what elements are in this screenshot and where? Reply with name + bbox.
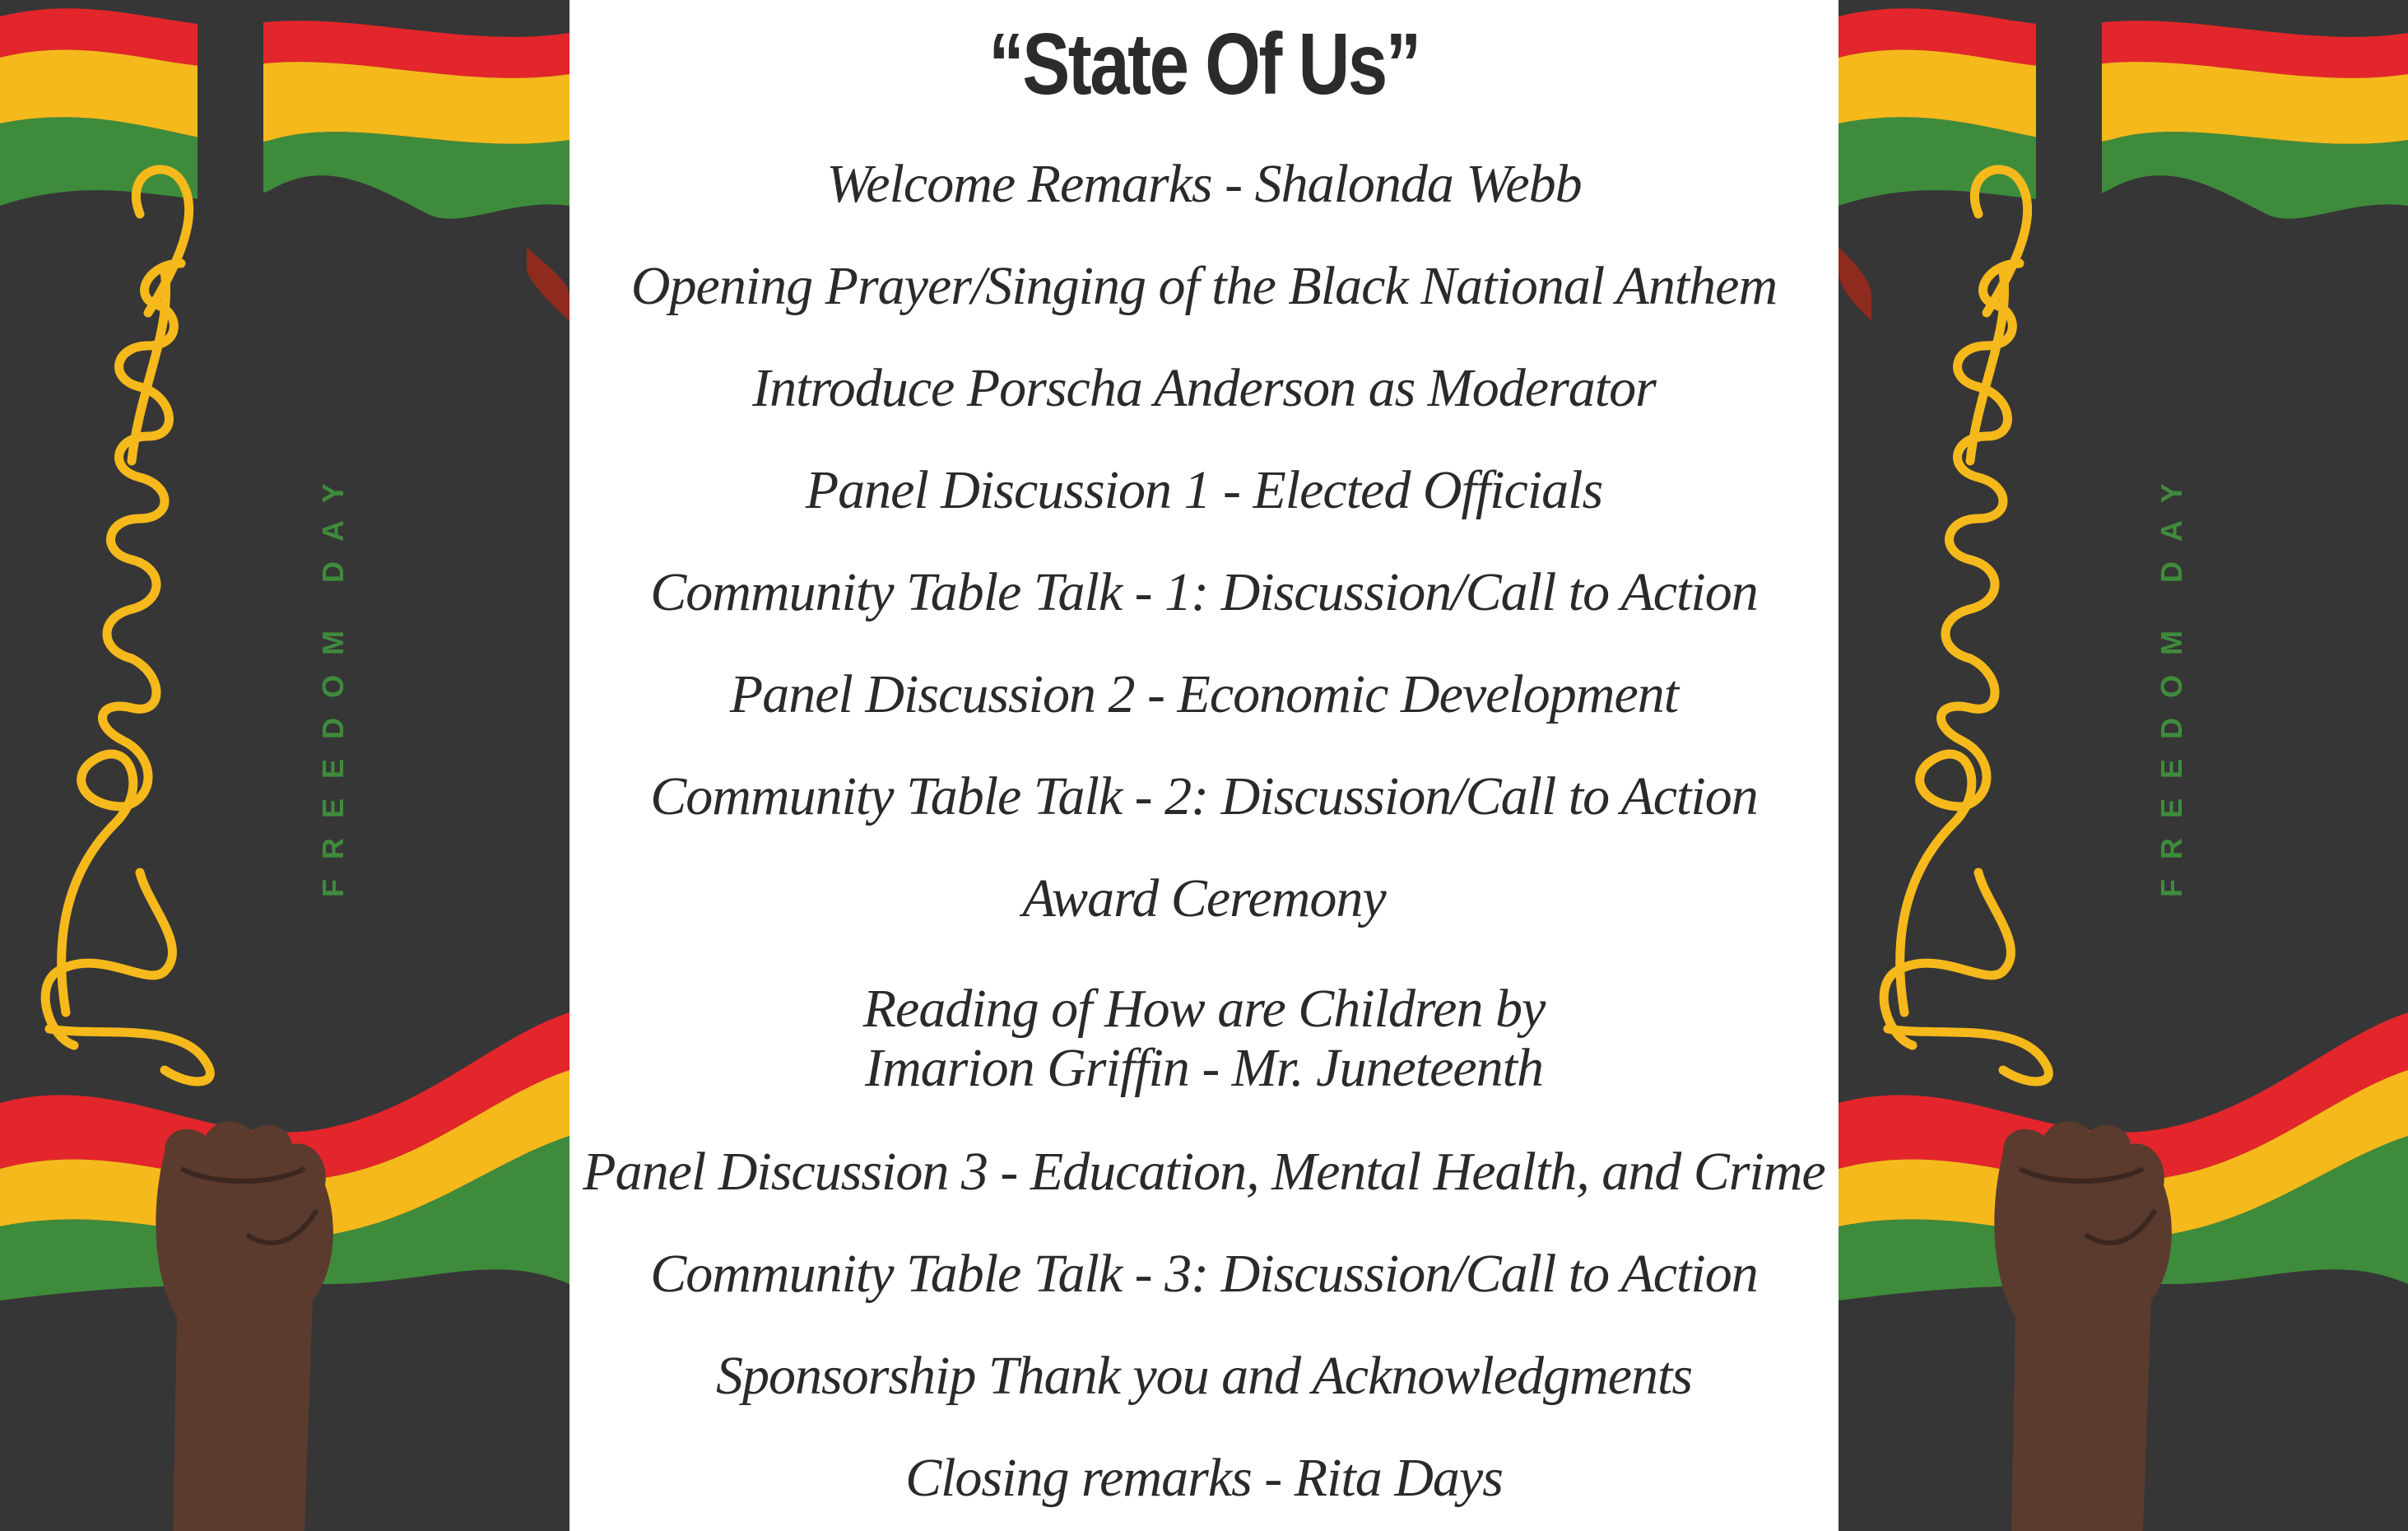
- agenda-item: Community Table Talk - 1: Discussion/Call to Action: [650, 562, 1758, 622]
- flag-illustration: [0, 0, 569, 1531]
- agenda-item: Community Table Talk - 3: Discussion/Call to Action: [650, 1244, 1758, 1304]
- event-title: “State Of Us”: [988, 16, 1420, 113]
- agenda-item: Community Table Talk - 2: Discussion/Call to Action: [650, 766, 1758, 826]
- agenda-item: Imarion Griffin - Mr. Juneteenth: [864, 1038, 1544, 1098]
- agenda-item: Panel Discussion 1 - Elected Officials: [805, 460, 1603, 520]
- agenda-item: Award Ceremony: [1022, 868, 1386, 928]
- agenda-item: Reading of How are Children by: [862, 979, 1546, 1039]
- agenda-item: Panel Discussion 2 - Economic Development: [729, 664, 1679, 724]
- agenda-item: Panel Discussion 3 - Education, Mental Health, and Crime: [583, 1142, 1825, 1202]
- left-banner: [0, 0, 569, 1531]
- agenda-item: Introduce Porscha Anderson as Moderator: [752, 358, 1656, 418]
- raised-fist-icon: [156, 1121, 332, 1531]
- right-banner: [1839, 0, 2408, 1531]
- juneteenth-script-logo: [45, 170, 210, 1082]
- agenda-panel: [569, 0, 1839, 1531]
- agenda-item: Sponsorship Thank you and Acknowledgments: [715, 1346, 1693, 1406]
- freedom-day-label: FREEDOM DAY: [2155, 463, 2188, 897]
- flag-illustration: [1839, 0, 2408, 1531]
- agenda-item: Closing remarks - Rita Days: [905, 1448, 1503, 1508]
- raised-fist-icon: [1994, 1121, 2171, 1531]
- agenda-item: Welcome Remarks - Shalonda Webb: [826, 154, 1582, 214]
- freedom-day-label: FREEDOM DAY: [316, 463, 350, 897]
- juneteenth-script-logo: [1884, 170, 2048, 1082]
- agenda-item: Opening Prayer/Singing of the Black National Anthem: [630, 256, 1778, 316]
